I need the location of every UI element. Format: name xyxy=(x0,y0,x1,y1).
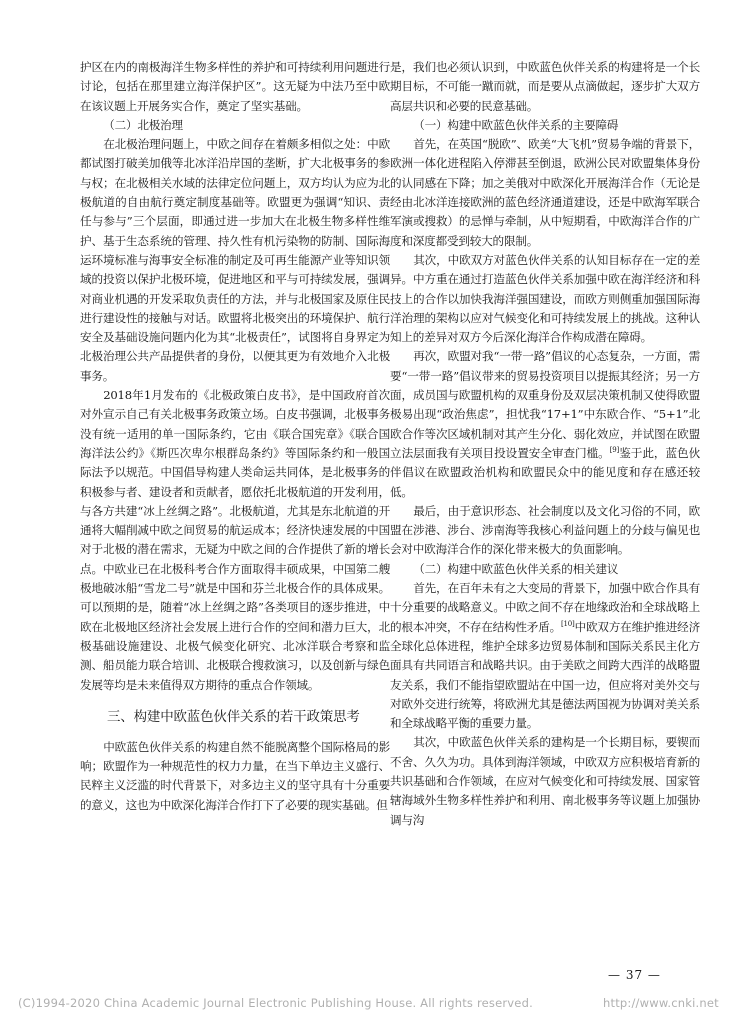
footer-website-link[interactable]: http://www.cnki.net xyxy=(603,996,719,1010)
paragraph-continued: 护区在内的南极海洋生物多样性的养护和可持续利用问题进行讨论，包括在那里建立海洋保护区”。这无疑为中法乃至中欧在该议题上开展务实合作，奠定了坚实基础。 xyxy=(80,60,390,113)
paragraph-suggestions-1-tail: 中欧双方在维护推进经济全球化总体进程，维护全球多边贸易体制和国际关系民主化方面具有共同语言和战略共识。由于美欧之间跨大西洋的战略盟友关系，我们不能指望欧盟站在中国一边，但应将对美外交与对欧外交进行统筹，将欧洲尤其是德法两国视为协调对美关系和全球战略平衡的重要力量。 xyxy=(390,619,700,731)
left-column xyxy=(80,58,390,815)
citation-9: [9] xyxy=(609,446,620,455)
paragraph-arctic-1: 在北极治理问题上，中欧之间存在着颇多相似之处：中欧都试图打破美加俄等北冰洋沿岸国的垄断，扩大北极事务的参与权；在北极相关水域的法律定位问题上，双方均认为应为北极航道的自由航行奠定制度基础等。欧盟更为强调“知识、责任与参与”三个层面，即通过进一步加大在北极生物多样性维护、基于生态系统的管理、持久性有机污染物的防制、国际海运环境标准与海事安全标准的制定及可再生能源产业等知识领域的投资以保护北极环境，促进地区和平与可持续发展，强调对商业机遇的开发采取负责任的方法，并与北极国家及原住民进行建设性的接触与对话。欧盟将北极突出的环境保护、航行安全及基础设施问题内化为其“北极责任”，试图将自身界定为北极治理公共产品提供者的身份，以便其更为有效地介入北极事务。 xyxy=(80,137,390,383)
subsection-heading-obstacles: （一）构建中欧蓝色伙伴关系的主要障碍 xyxy=(413,117,619,132)
subsection-heading-arctic-governance: （二）北极治理 xyxy=(103,117,183,132)
page-number: — 37 — xyxy=(608,968,661,982)
footer-copyright: (C)1994-2020 China Academic Journal Electronic Publishing House. All rights reserved. xyxy=(18,996,533,1010)
paragraph-obstacles-3-tail: 鉴于此，蓝色伙伴倡议在欧盟政治机构和欧盟民众中的能见度和存在感还较低。 xyxy=(390,445,700,499)
paragraph-suggestions-1-text: 首先，在百年未有之大变局的背景下，加强中欧合作具有十分重要的战略意义。中欧之间不存在地缘政治和全球战略上的根本冲突，不存在结构性矛盾。 xyxy=(390,581,700,634)
paragraph-obstacles-3-text: 再次，欧盟对我“一带一路”倡议的心态复杂，一方面，需要“一带一路”倡议带来的贸易投资项目以提振其经济；另一方面，成员国与欧盟机构的双重身份及双层决策机制又使得欧盟极易出现“政治焦虑”，担忧我“17+1”中东欧合作、“5+1”北欧合作等次区域机制对其产生分化、弱化效应，并试图在欧盟立法层面我有关项目投设置安全审查门槛。 xyxy=(390,349,700,460)
paragraph-arctic-2: 2018年1月发布的《北极政策白皮书》，是中国政府首次对外宣示自己有关北极事务政策立场。白皮书强调，北极事务没有统一适用的单一国际条约，它由《联合国宪章》《联合国海洋法公约》《斯匹次卑尔根群岛条约》等国际条约和一般国际法予以规范。中国倡导构建人类命运共同体，是北极事务的积极参与者、建设者和贡献者，愿依托北极航道的开发利用，与各方共建“冰上丝绸之路”。北极航道，尤其是东北航道的开通将大幅削减中欧之间贸易的航运成本；经济快速发展的中国对于北极的潜在需求，无疑为中欧之间的合作提供了新的增长点。中欧业已在北极科考合作方面取得丰硕成果，中国第二艘极地破冰船“雪龙二号”就是中国和芬兰北极合作的具体成果。可以预期的是，随着“冰上丝绸之路”各类项目的逐步推进，中欧在北极地区经济社会发展上进行合作的空间和潜力巨大，北极基础设施建设、北极气候变化研究、北冰洋联合考察和监测、船员能力联合培训、北极联合搜救演习，以及创新与绿色发展等均是未来值得双方期待的重点合作领域。 xyxy=(80,388,390,692)
paragraph-continued: 是，我们也必须认识到，中欧蓝色伙伴关系的构建将是一个长期目标，不可能一蹴而就，而是要从点滴做起，逐步扩大双方高层共识和必要的民意基础。 xyxy=(390,60,700,113)
paragraph-obstacles-3 xyxy=(390,347,700,501)
paragraph-suggestions-1 xyxy=(390,579,700,733)
paragraph-obstacles-1: 首先，在英国“脱欧”、欧美“大飞机”贸易争端的背景下，欧洲一体化进程陷入停滞甚至倒退，欧洲公民对欧盟集体身份的认同感在下降；加之美俄对中欧深化开展海洋合作（无论是经由北冰洋连接欧洲的蓝色经济通道建设，还是中欧海军联合军演或搜救）的忌惮与牵制，从中短期看，中欧海洋合作的广度和深度都受到较大的限制。 xyxy=(390,137,700,248)
paragraph-section-3: 中欧蓝色伙伴关系的构建自然不能脱离整个国际格局的影响；欧盟作为一种规范性的权力力量，在当下单边主义盛行、民粹主义泛滥的时代背景下，对多边主义的坚守具有十分重要的意义，这也为中欧深化海洋合作打下了必要的现实基础。但 xyxy=(80,739,390,812)
section-heading-policy-thoughts: 三、构建中欧蓝色伙伴关系的若干政策思考 xyxy=(107,708,360,725)
citation-10: [10] xyxy=(561,619,575,628)
paragraph-obstacles-2: 其次，中欧双方对蓝色伙伴关系的认知目标存在一定的差异。中方重在通过打造蓝色伙伴关系加强中欧在海洋经济和科技上的合作以加快我海洋强国建设，而欧方则侧重加强国际海洋治理的架构以应对气候变化和可持续发展上的挑战。这种认知上的差异对双方今后深化海洋合作构成潜在障碍。 xyxy=(390,252,700,345)
paragraph-obstacles-4: 最后，由于意识形态、社会制度以及文化习俗的不同，欧盟在涉港、涉台、涉南海等我核心利益问题上的分歧与偏见也会对中欧海洋合作的深化带来极大的负面影响。 xyxy=(390,503,700,557)
footer xyxy=(18,996,748,1010)
paragraph-suggestions-2: 其次，中欧蓝色伙伴关系的建构是一个长期目标，要锲而不舍、久久为功。具体到海洋领域，中欧双方应积极培育新的共识基础和合作领域，在应对气候变化和可持续发展、国家管辖海域外生物多样性养护和利用、南北极事务等议题上加强协调与沟 xyxy=(390,735,700,827)
right-column xyxy=(390,58,700,830)
subsection-heading-suggestions: （二）构建中欧蓝色伙伴关系的相关建议 xyxy=(413,561,619,576)
